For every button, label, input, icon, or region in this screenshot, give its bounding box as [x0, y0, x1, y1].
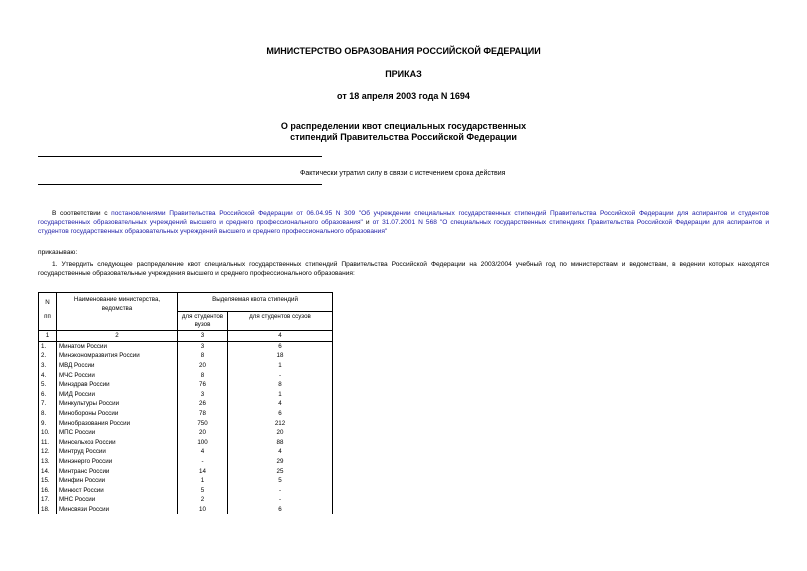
row-number: 14.	[39, 466, 57, 476]
table-row	[39, 390, 333, 400]
ministry-name: МВД России	[57, 361, 178, 371]
header-name: Наименование министерства, ведомства	[57, 293, 178, 331]
preamble-paragraph	[38, 209, 769, 236]
ministry-name: Минздрав России	[57, 380, 178, 390]
quota-ssuz: 5	[228, 476, 333, 486]
quota-ssuz: 6	[228, 341, 333, 351]
table-row	[39, 341, 333, 351]
quota-vuz: 14	[178, 466, 228, 476]
quota-vuz: 26	[178, 399, 228, 409]
table-row	[39, 409, 333, 419]
ministry-name: Минатом России	[57, 341, 178, 351]
quota-vuz: 3	[178, 341, 228, 351]
row-number: 13.	[39, 457, 57, 467]
quota-ssuz: -	[228, 370, 333, 380]
ministry-name: Минэнерго России	[57, 457, 178, 467]
table-row	[39, 380, 333, 390]
quota-vuz: 4	[178, 447, 228, 457]
header-vuz: для студентов вузов	[178, 312, 228, 331]
table-row	[39, 428, 333, 438]
quota-ssuz: 20	[228, 428, 333, 438]
quota-ssuz: -	[228, 486, 333, 496]
table-row	[39, 505, 333, 515]
quota-ssuz: 1	[228, 361, 333, 371]
ministry-name: Минфин России	[57, 476, 178, 486]
row-number: 5.	[39, 380, 57, 390]
divider-bottom	[38, 184, 322, 185]
table-row	[39, 418, 333, 428]
quota-ssuz: 212	[228, 418, 333, 428]
ministry-name: Минтранс России	[57, 466, 178, 476]
ministry-name: МПС России	[57, 428, 178, 438]
ministry-name: МЧС России	[57, 370, 178, 380]
quota-ssuz: 8	[228, 380, 333, 390]
clause-1: 1. Утвердить следующее распределение квот специальных государственных стипендий Правительства Российской Федерации на 2003/2004 учебный год по министерствам и ведомствам, в ведении которых находятся государственные образовательные учреждения высшего и среднего профессионального образования:	[38, 261, 769, 277]
row-number: 15.	[39, 476, 57, 486]
row-number: 16.	[39, 486, 57, 496]
doc-title-line-1: О распределении квот специальных государственных	[280, 121, 527, 131]
quota-vuz: 8	[178, 351, 228, 361]
decree-link-568[interactable]: от 31.07.2001 N 568 "О специальных государственных стипендиях Правительства Российской Федерации для аспирантов и студентов государственных образовательных учреждений высшего и среднего профессионального образования"	[38, 219, 769, 235]
row-number: 4.	[39, 370, 57, 380]
col-number-2: 2	[57, 331, 178, 342]
quota-table	[38, 292, 333, 514]
quota-vuz: 8	[178, 370, 228, 380]
quota-ssuz: 6	[228, 505, 333, 515]
row-number: 8.	[39, 409, 57, 419]
table-row	[39, 351, 333, 361]
decree-link-309[interactable]: постановлениями Правительства Российской Федерации от 06.04.95 N 309 "Об учреждении специальных государственных стипендий Правительства Российской Федерации для аспирантов и студентов государственных образовательных учреждений высшего и среднего профессионального образования"	[38, 210, 770, 226]
quota-ssuz: 4	[228, 399, 333, 409]
quota-ssuz: 29	[228, 457, 333, 467]
order-word: приказываю:	[38, 249, 78, 256]
col-number-1: 1	[39, 331, 57, 342]
divider-top	[38, 156, 322, 157]
col-number-4: 4	[228, 331, 333, 342]
row-number: 18.	[39, 505, 57, 515]
quota-ssuz: 25	[228, 466, 333, 476]
quota-vuz: 20	[178, 428, 228, 438]
preamble-connector: и	[362, 219, 373, 226]
doc-date-number: от 18 апреля 2003 года N 1694	[337, 91, 470, 101]
table-row	[39, 486, 333, 496]
quota-vuz: 10	[178, 505, 228, 515]
quota-vuz: 100	[178, 438, 228, 448]
quota-ssuz: 1	[228, 390, 333, 400]
table-row	[39, 399, 333, 409]
quota-ssuz: 88	[228, 438, 333, 448]
row-number: 3.	[39, 361, 57, 371]
ministry-name: Минтруд России	[57, 447, 178, 457]
quota-vuz: 78	[178, 409, 228, 419]
ministry-name: Минобразования России	[57, 418, 178, 428]
table-row	[39, 370, 333, 380]
ministry-name: Минкультуры России	[57, 399, 178, 409]
quota-vuz: 3	[178, 390, 228, 400]
quota-vuz: 1	[178, 476, 228, 486]
status-note: Фактически утратил силу в связи с истечением срока действия	[300, 170, 506, 177]
row-number: 17.	[39, 495, 57, 505]
quota-ssuz: 18	[228, 351, 333, 361]
ministry-name: МИД России	[57, 390, 178, 400]
table-row	[39, 457, 333, 467]
quota-vuz: 750	[178, 418, 228, 428]
row-number: 11.	[39, 438, 57, 448]
row-number: 2.	[39, 351, 57, 361]
table-row	[39, 447, 333, 457]
ministry-heading: МИНИСТЕРСТВО ОБРАЗОВАНИЯ РОССИЙСКОЙ ФЕДЕРАЦИИ	[266, 46, 541, 56]
row-number: 6.	[39, 390, 57, 400]
row-number: 1.	[39, 341, 57, 351]
ministry-name: МНС России	[57, 495, 178, 505]
row-number: 10.	[39, 428, 57, 438]
row-number: 7.	[39, 399, 57, 409]
header-n: N	[39, 293, 57, 312]
ministry-name: Минюст России	[57, 486, 178, 496]
quota-vuz: 5	[178, 486, 228, 496]
table-row	[39, 466, 333, 476]
quota-ssuz: -	[228, 495, 333, 505]
doc-type: ПРИКАЗ	[385, 69, 422, 79]
quota-vuz: -	[178, 457, 228, 467]
table-row	[39, 361, 333, 371]
header-ssuz: для студентов ссузов	[228, 312, 333, 331]
header-quota: Выделяемая квота стипендий	[178, 293, 333, 312]
quota-vuz: 2	[178, 495, 228, 505]
preamble-intro: В соответствии с	[52, 210, 112, 217]
quota-ssuz: 6	[228, 409, 333, 419]
row-number: 9.	[39, 418, 57, 428]
ministry-name: Минсвязи России	[57, 505, 178, 515]
row-number: 12.	[39, 447, 57, 457]
header-pp: пп	[39, 312, 57, 331]
table-row	[39, 438, 333, 448]
quota-vuz: 76	[178, 380, 228, 390]
table-row	[39, 495, 333, 505]
ministry-name: Минэкономразвития России	[57, 351, 178, 361]
col-number-3: 3	[178, 331, 228, 342]
table-row	[39, 476, 333, 486]
doc-title-line-2: стипендий Правительства Российской Федерации	[290, 132, 517, 142]
quota-ssuz: 4	[228, 447, 333, 457]
ministry-name: Минобороны России	[57, 409, 178, 419]
quota-vuz: 20	[178, 361, 228, 371]
ministry-name: Минсельхоз России	[57, 438, 178, 448]
